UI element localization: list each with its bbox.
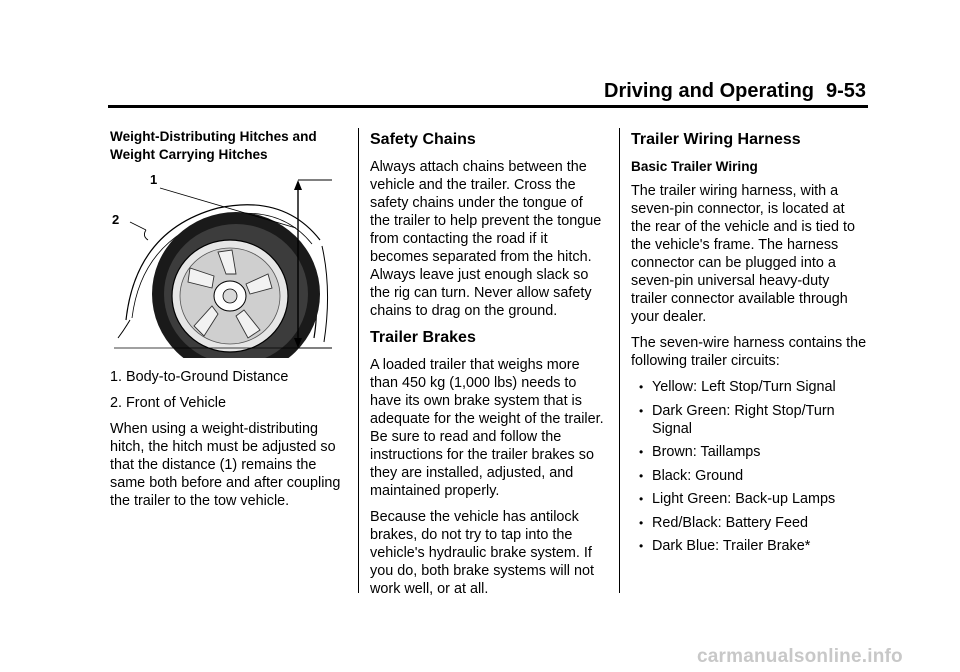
column-2 — [370, 128, 606, 606]
hitch-adjust-paragraph: When using a weight-distributing hitch, the hitch must be adjusted so that the distance (1) remains the same both before and after coupling the trailer to the tow vehicle. — [110, 421, 341, 509]
trailer-brakes-paragraph-2: Because the vehicle has antilock brakes, do not try to tap into the vehicle's hydraulic brake system. If you do, both brake systems will not work well, or at all. — [370, 509, 594, 597]
circuit-list — [631, 378, 867, 555]
list-item: • Brown: Taillamps — [631, 443, 867, 461]
callout-1: 1 — [150, 172, 158, 187]
basic-wiring-subheading: Basic Trailer Wiring — [631, 159, 758, 174]
wheel-illustration — [108, 170, 344, 358]
column-1 — [110, 128, 346, 518]
column-3 — [631, 128, 867, 561]
wiring-harness-paragraph-2: The seven-wire harness contains the following trailer circuits: — [631, 335, 867, 369]
list-item: • Light Green: Back-up Lamps — [631, 490, 867, 508]
hitches-subheading: Weight-Distributing Hitches and Weight Carrying Hitches — [110, 129, 317, 162]
list-item: • Dark Blue: Trailer Brake* — [631, 537, 867, 555]
section-title: Driving and Operating — [604, 80, 815, 102]
list-item: • Dark Green: Right Stop/Turn Signal — [631, 402, 867, 438]
header-rule — [108, 105, 868, 108]
list-item: • Yellow: Left Stop/Turn Signal — [631, 378, 867, 396]
trailer-brakes-paragraph-1: A loaded trailer that weighs more than 450 kg (1,000 lbs) needs to have its own brake system that is adequate for the weight of the trailer. Be sure to read and follow the instructions for the trailer brakes so they are installed, adjusted, and maintained properly. — [370, 357, 604, 499]
caption-body-to-ground: 1. Body-to-Ground Distance — [110, 369, 289, 385]
wheel-diagram — [108, 170, 344, 358]
wiring-harness-paragraph-1: The trailer wiring harness, with a seven-pin connector, is located at the rear of the vehicle and is tied to the vehicle's frame. The harness connector can be plugged into a seven-pin universal heavy-duty trailer connector available through your dealer. — [631, 183, 855, 325]
watermark: carmanualsonline.info — [697, 646, 903, 667]
safety-chains-heading: Safety Chains — [370, 131, 476, 148]
page-number: 9-53 — [826, 80, 867, 102]
column-divider — [619, 128, 620, 593]
wiring-harness-heading: Trailer Wiring Harness — [631, 131, 801, 148]
list-item: • Black: Ground — [631, 467, 867, 485]
safety-chains-paragraph: Always attach chains between the vehicle and the trailer. Cross the safety chains under the tongue of the trailer to help prevent the tongue from contacting the road if it becomes separated from the hitch. Always leave just enough slack so the rig can turn. Never allow safety chains to drag on the ground. — [370, 159, 602, 319]
callout-2: 2 — [112, 212, 120, 227]
column-divider — [358, 128, 359, 593]
list-item: • Red/Black: Battery Feed — [631, 514, 867, 532]
caption-front-of-vehicle: 2. Front of Vehicle — [110, 395, 226, 411]
trailer-brakes-heading: Trailer Brakes — [370, 329, 476, 346]
